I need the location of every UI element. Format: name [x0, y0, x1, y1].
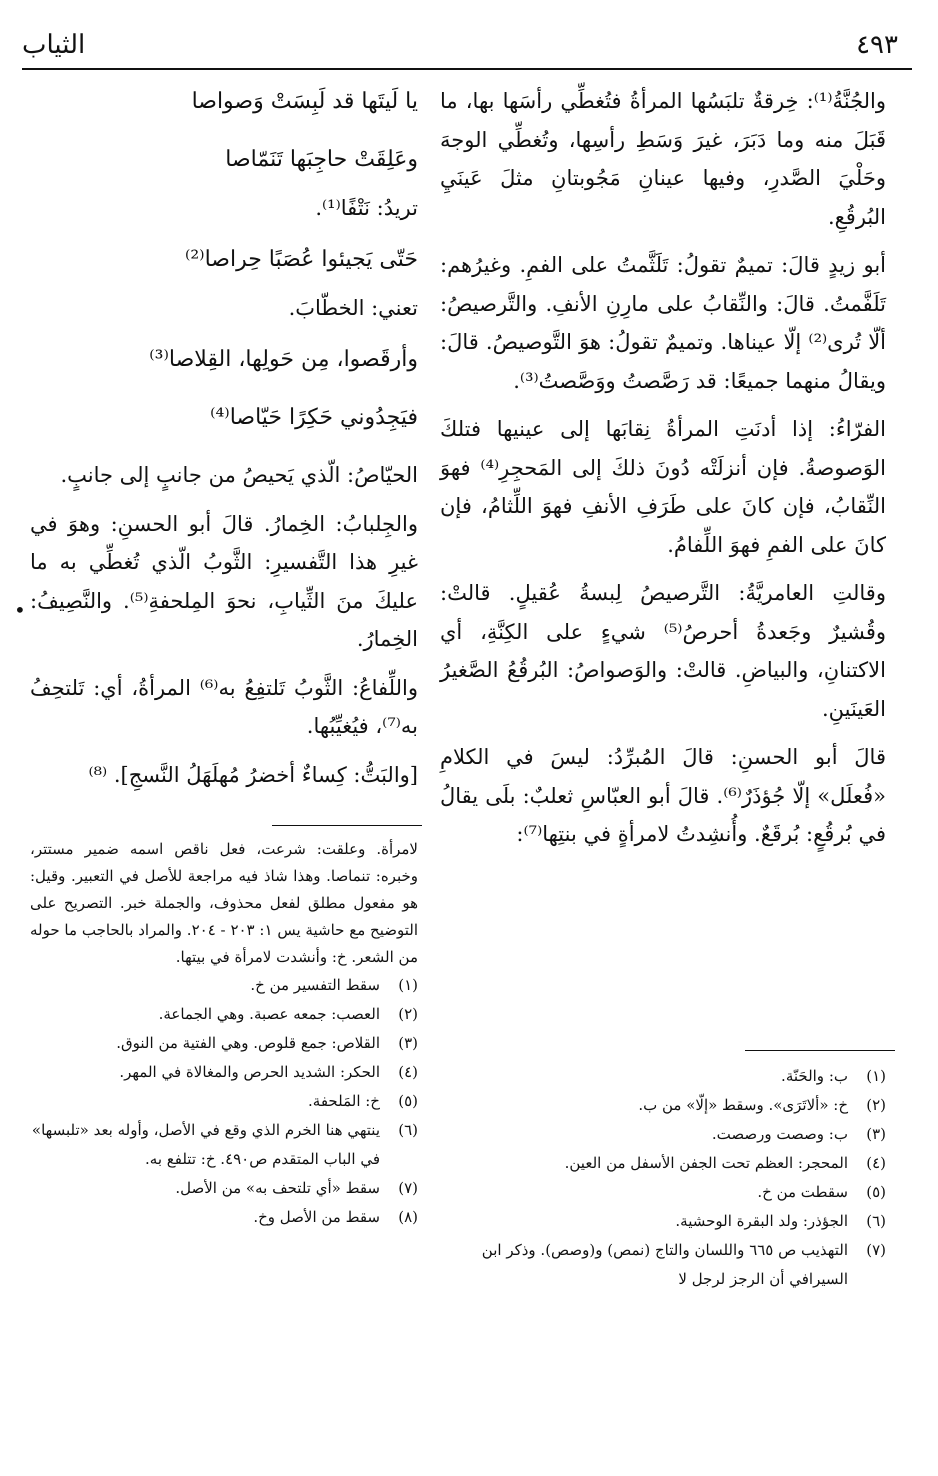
footnote-divider [745, 1050, 895, 1051]
page-title: الثياب [22, 30, 86, 60]
footnote: (٤) المحجر: العظم تحت الجفن الأسفل من العين. [564, 1154, 886, 1172]
paragraph-hayyas: الحيّاصُ: الّذي يَحيصُ من جانبٍ إلى جانبٍ. [60, 463, 418, 487]
footnote: (٨) سقط من الأصل وخ. [253, 1208, 418, 1226]
left-column [30, 82, 418, 804]
footnote-continuation: لامرأة. وعلقت: شرعت، فعل ناقص اسمه ضمير مستتر، وخبره: تنماصا. وهذا شاذ فيه مراجعة للأصل في التعبير. وقيل: هو مفعول مطلق لفعل محذوف، والجملة خبر. التصريح على التوضيح مع حاشية يس ١: ٢٠٣ - ٢٠٤. والمراد بالحاجب ما حوله من الشعر. خ: وأنشدت لامرأة في بيتها. [30, 840, 419, 966]
footnote: (٧) سقط «أي تلتحف به» من الأصل. [175, 1179, 418, 1197]
verse-note: تريدُ: نَتْفًا⁽¹⁾. [315, 196, 418, 220]
page-header [22, 28, 912, 70]
footnote: (٣) ب: وصصت ورصصت. [711, 1125, 886, 1143]
footnote: (٤) الحكر: الشديد الحرص والمغالاة في المهر. [119, 1063, 418, 1081]
footnote-divider [272, 825, 422, 826]
footnote: (٥) سقطت من خ. [757, 1183, 886, 1201]
page-number: ٤٩٣ [856, 30, 898, 60]
paragraph-lifa: واللِّفاعُ: الثَّوبُ تَلتفِعُ به⁽⁶⁾ المرأةُ، أي: تَلتحِفُ به⁽⁷⁾، فيُغيِّبُها. [30, 675, 418, 738]
verse-line: وأرقَصوا، مِن حَولِها، القِلاصا⁽³⁾ [149, 347, 418, 372]
paragraph-amiriyya: وقالتِ العامريَّةُ: التَّرصيصُ لِبسةُ عُقيلٍ. قالتْ: وقُشيرٌ وجَعدةُ أحرصُ⁽⁵⁾ شيءٍ على الكِنَّةِ، أي الاكتنانِ، والبياضِ. قالتْ: والوَصواصُ: البُرقُعُ الصَّغيرُ العَينَينِ. [440, 581, 886, 721]
right-footnotes [440, 1062, 886, 1294]
verse-line: يا لَيتَها قد لَبِسَتْ وَصواصا [191, 89, 418, 114]
paragraph-jilbab: والجِلبابُ: الخِمارُ. قالَ أبو الحسنِ: وهوَ في غيرِ هذا التَّفسيرِ: الثَّوبُ الّذي تُغطِّي به ما عليكَ منَ الثِّيابِ، نحوَ المِلحفةِ⁽⁵⁾. والنَّصِيفُ: الخِمارُ. [30, 511, 418, 651]
paragraph-junna: والجُنَّةُ⁽¹⁾: خِرقةٌ تلبَسُها المرأةُ فتُغطِّي رأسَها بها، ما قَبَلَ منه وما دَبَرَ، غيرَ وَسَطِ رأسِها، وتُغطِّي الوجهَ وحَلْيَ الصَّدرِ، وفيها عينانِ مَجُوبتانِ مثلَ عَينَيِ البُرقُعِ. [440, 89, 886, 229]
paragraph-abu-al-hasan: قالَ أبو الحسنِ: قالَ المُبرِّدُ: ليسَ في الكلامِ «فُعلَل» إلّا جُؤذَرٌ⁽⁶⁾. قالَ أبو العبّاسِ ثعلبٌ: بلَى يقالُ في بُرقُعٍ: بُرقَعٌ. وأُنشِدتُ لامرأةٍ في بنتِها⁽⁷⁾: [440, 745, 886, 846]
footnote: (٧) التهذيب ص ٦٦٥ واللسان والتاج (نمص) و(وصص). وذكر ابن السيرافي أن الرجز لرجل لا [481, 1241, 886, 1288]
verse-line: وعَلِقَتْ حاجِبَها تَنَمّاصا [225, 147, 418, 172]
paragraph-batt: [والبَتُّ: كِساءٌ أخضرُ مُهلَهَلُ النَّسجِ]. ⁽⁸⁾ [88, 762, 418, 787]
footnote: (٢) خ: «ألاتَرَى». وسقط «إلّا» من ب. [638, 1096, 886, 1114]
margin-mark: • [14, 598, 26, 622]
paragraph-farra: الفرّاءُ: إذا أدنَتِ المرأةُ نِقابَها إلى عينيها فتلكَ الوَصوصةُ. فإن أنزلَتْه دُونَ ذلكَ إلى المَحجِرِ⁽⁴⁾ فهوَ النِّقابُ، فإن كانَ على طَرَفِ الأنفِ فهوَ اللِّثامُ، فإن كانَ على الفمِ فهوَ اللِّفامُ. [440, 417, 887, 557]
verse-note: تعني: الخطّابَ. [288, 296, 418, 320]
verse-line: فيَجِدُوني حَكِرًا حَيّاصا⁽⁴⁾ [210, 405, 418, 430]
left-footnotes [30, 836, 418, 1232]
footnote: (٣) القلاص: جمع قلوص. وهي الفتية من النوق. [116, 1034, 418, 1052]
footnote: (٢) العصب: جمعه عصبة. وهي الجماعة. [158, 1005, 418, 1023]
right-column [440, 82, 886, 864]
footnote: (١) ب: والحَنّة. [781, 1067, 886, 1085]
footnote: (١) سقط التفسير من خ. [250, 976, 418, 994]
verse-line: حَتّى يَجيئوا عُصَبًا حِراصا⁽²⁾ [184, 247, 418, 272]
footnote: (٦) ينتهي هنا الخرم الذي وقع في الأصل، وأوله بعد «تلبسها» في الباب المتقدم ص٤٩٠. خ: تتلفع به. [31, 1121, 418, 1168]
footnote: (٥) خ: المَلحفة. [308, 1092, 418, 1110]
paragraph-abu-zayd: أبو زيدٍ قالَ: تميمٌ تقولُ: تَلَثَّمتُ على الفمِ. وغيرُهم: تَلَفَّمتُ. قالَ: والنِّقابُ على مارِنِ الأنفِ. والتَّرصيصُ: ألّا تُرى⁽²⁾ إلّا عيناها. وتميمٌ تقولُ: هوَ التَّوصيصُ. قالَ: ويقالُ منهما جميعًا: قد رَصَّصتُ ووَصَّصتُ⁽³⁾. [440, 253, 887, 393]
footnote: (٦) الجؤذر: ولد البقرة الوحشية. [675, 1212, 886, 1230]
